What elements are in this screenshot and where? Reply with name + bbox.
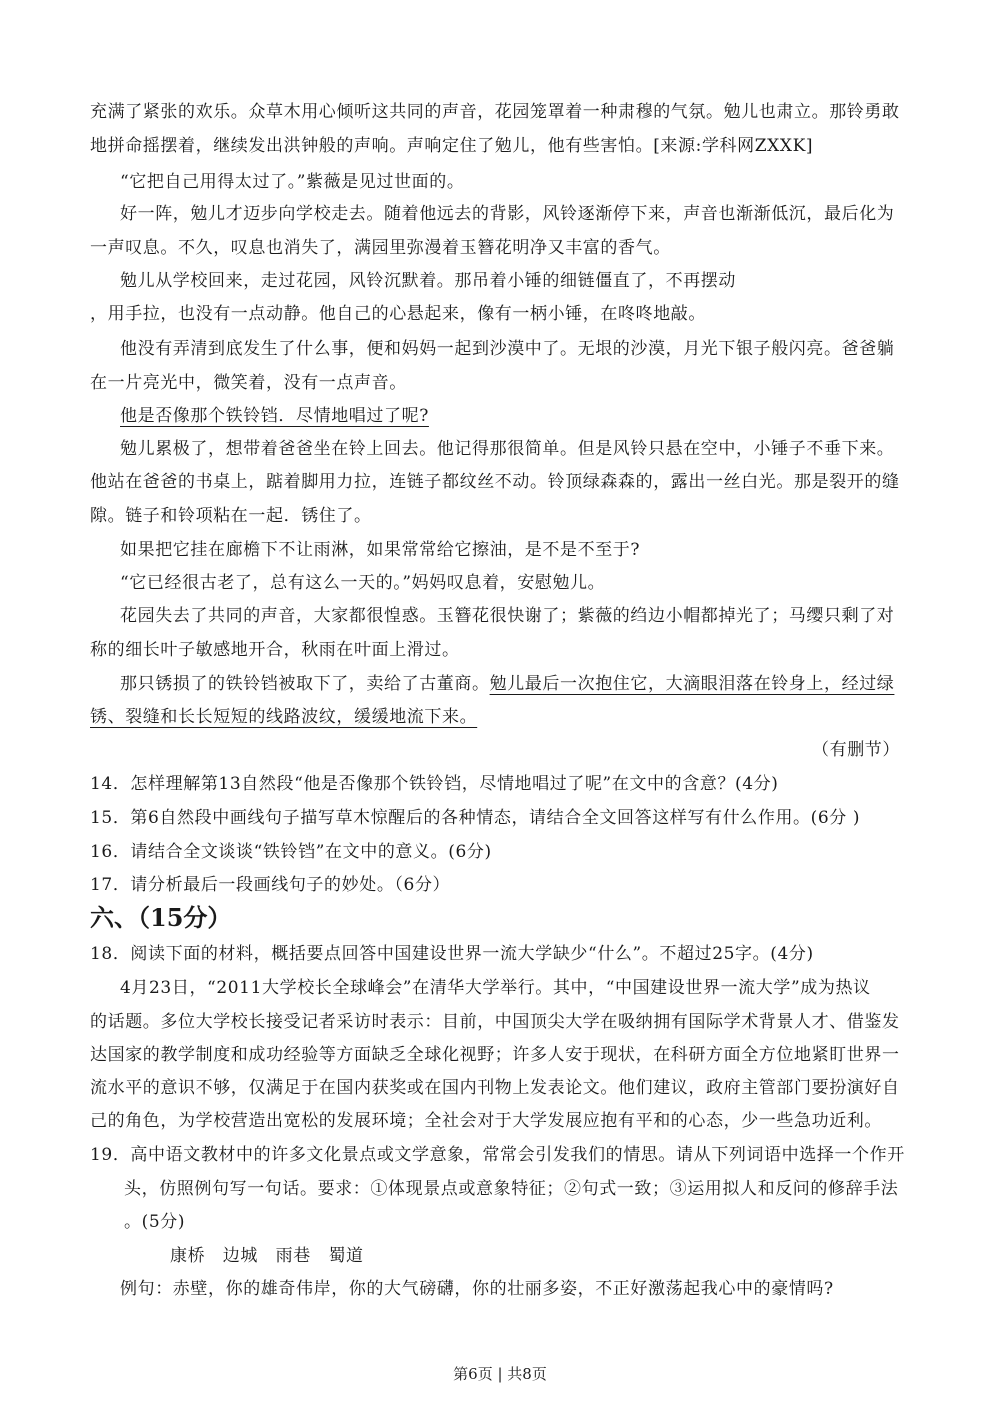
underlined-sentence: 勉儿最后一次抱住它，大滴眼泪落在铃身上，经过绿 — [489, 674, 895, 694]
passage-line: ，用手拉，也没有一点动静。他自己的心悬起来，像有一柄小锤，在咚咚地敲。 — [90, 304, 706, 324]
passage-line: 勉儿从学校回来，走过花园，风铃沉默着。那吊着小锤的细链僵直了，不再摆动 — [120, 271, 736, 291]
material-line: 流水平的意识不够，仅满足于在国内获奖或在国内刊物上发表论文。他们建议，政府主管部门要扮演好自 — [90, 1078, 900, 1098]
passage-line: 花园失去了共同的声音，大家都很惶惑。玉簪花很快谢了；紫薇的绉边小帽都掉光了；马缨只剩了对 — [120, 606, 895, 626]
passage-line: 一声叹息。不久，叹息也消失了，满园里弥漫着玉簪花明净又丰富的香气。 — [90, 238, 671, 258]
question-19: 19．高中语文教材中的许多文化景点或文学意象，常常会引发我们的情思。请从下列词语中选择一个作开 — [90, 1145, 905, 1165]
underlined-sentence: 锈、裂缝和长长短短的线路波纹，缓缓地流下来。 — [90, 707, 478, 727]
passage-line: 在一片亮光中，微笑着，没有一点声音。 — [90, 373, 407, 393]
question-16: 16．请结合全文谈谈“铁铃铛”在文中的意义。(6分) — [90, 842, 492, 862]
material-line: 达国家的教学制度和成功经验等方面缺乏全球化视野；许多人安于现状，在科研方面全方位地紧盯世界一 — [90, 1045, 900, 1065]
question-15: 15．第6自然段中画线句子描写草木惊醒后的各种情态，请结合全文回答这样写有什么作用。(6分 ) — [90, 808, 861, 828]
page-footer: 第6页 | 共8页 — [453, 1365, 547, 1383]
underlined-sentence: 他是否像那个铁铃铛．尽情地唱过了呢? — [120, 406, 429, 426]
question-19-line: 头，仿照例句写一句话。要求：①体现景点或意象特征；②句式一致；③运用拟人和反问的修辞手法 — [124, 1179, 899, 1199]
passage-line: 勉儿累极了，想带着爸爸坐在铃上回去。他记得那很简单。但是风铃只悬在空中，小锤子不垂下来。 — [120, 439, 895, 459]
abridged-note: （有删节） — [812, 740, 900, 760]
passage-line: 他站在爸爸的书桌上，踮着脚用力拉，连链子都纹丝不动。铃顶绿森森的，露出一丝白光。那是裂开的缝 — [90, 472, 900, 492]
material-line: 的话题。多位大学校长接受记者采访时表示：目前，中国顶尖大学在吸纳拥有国际学术背景人才、借鉴发 — [90, 1012, 900, 1032]
question-17: 17．请分析最后一段画线句子的妙处。（6分） — [90, 875, 451, 895]
question-19-line: 。(5分) — [124, 1212, 186, 1232]
word-choices: 康桥 边城 雨巷 蜀道 — [170, 1246, 364, 1266]
material-line: 4月23日，“2011大学校长全球峰会”在清华大学举行。其中，“中国建设世界一流大学”成为热议 — [120, 978, 871, 998]
section-heading: 六、（15分） — [90, 903, 232, 932]
material-line: 己的角色，为学校营造出宽松的发展环境；全社会对于大学发展应抱有平和的心态，少一些急功近利。 — [90, 1111, 882, 1131]
passage-line: 好一阵，勉儿才迈步向学校走去。随着他远去的背影，风铃逐渐停下来，声音也渐渐低沉，最后化为 — [120, 204, 895, 224]
passage-line: 地拼命摇摆着，继续发出洪钟般的声响。声响定住了勉儿，他有些害怕。[来源:学科网ZXXK] — [90, 136, 814, 156]
passage-line: 充满了紧张的欢乐。众草木用心倾听这共同的声音，花园笼罩着一种肃穆的气氛。勉儿也肃立。那铃勇敢 — [90, 102, 900, 122]
last-paragraph-plain: 那只锈损了的铁铃铛被取下了，卖给了古董商。 — [120, 674, 490, 694]
passage-line: 如果把它挂在廊檐下不让雨淋，如果常常给它擦油，是不是不至于? — [120, 540, 641, 560]
question-14: 14．怎样理解第13自然段“他是否像那个铁铃铛，尽情地唱过了呢”在文中的含意？(4分) — [90, 774, 779, 794]
passage-line: 他没有弄清到底发生了什么事，便和妈妈一起到沙漠中了。无垠的沙漠，月光下银子般闪亮。爸爸躺 — [120, 339, 895, 359]
passage-line: “它把自己用得太过了。”紫薇是见过世面的。 — [120, 172, 465, 192]
passage-line: “它已经很古老了，总有这么一天的。”妈妈叹息着，安慰勉儿。 — [120, 573, 606, 593]
example-sentence: 例句：赤壁，你的雄奇伟岸，你的大气磅礴，你的壮丽多姿，不正好激荡起我心中的豪情吗? — [120, 1279, 834, 1299]
question-18: 18．阅读下面的材料，概括要点回答中国建设世界一流大学缺少“什么”。不超过25字。(4分) — [90, 944, 814, 964]
passage-line: 称的细长叶子敏感地开合，秋雨在叶面上滑过。 — [90, 640, 460, 660]
last-paragraph-line — [120, 672, 910, 696]
passage-line: 隙。链子和铃项粘在一起．锈住了。 — [90, 506, 372, 526]
